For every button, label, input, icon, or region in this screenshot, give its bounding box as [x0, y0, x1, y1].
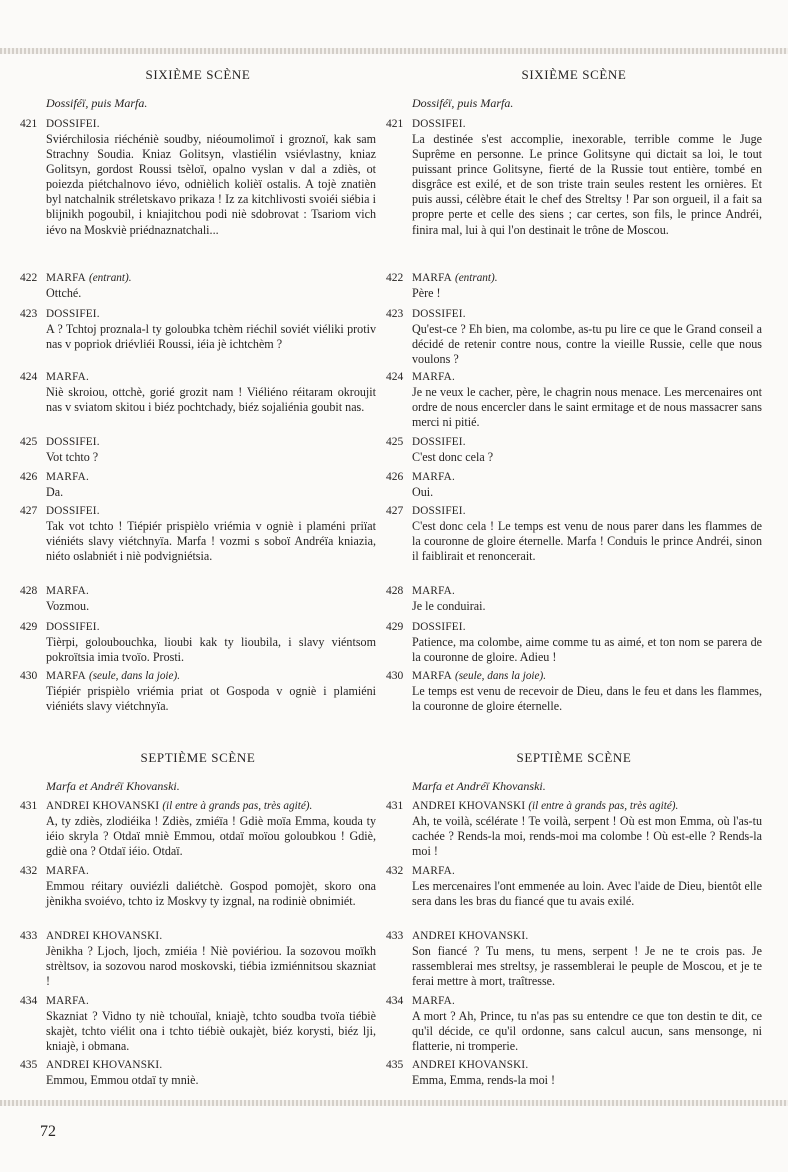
- speaker-label: MARFA: [412, 670, 452, 682]
- line-number: 423: [386, 308, 404, 320]
- dialogue-text: Les mercenaires l'ont emmenée au loin. Avec l'aide de Dieu, bientôt elle sera dans les bras du fiancé que tu avais exilé.: [412, 879, 762, 909]
- speaker-name: [412, 1058, 528, 1073]
- speaker-label: MARFA: [46, 272, 86, 284]
- speaker-name: [412, 799, 678, 814]
- scene-heading-septieme: SEPTIÈME SCÈNE: [140, 750, 256, 765]
- line-number: 427: [20, 505, 38, 517]
- speaker-label: ANDREI KHOVANSKI: [412, 800, 526, 812]
- scene-cast-line: Dossiféï, puis Marfa.: [412, 96, 514, 110]
- dialogue-text: Tiépiér prispièlo vriémia priat ot Gospoda v ogniè i plamiéni viéniéts slavy viétchnyïa.: [46, 684, 376, 714]
- dialogue-text: Emma, Emma, rends-la moi !: [412, 1073, 556, 1087]
- scene-heading-septieme: SEPTIÈME SCÈNE: [516, 750, 632, 765]
- dialogue-text: Oui.: [412, 485, 434, 499]
- dialogue-text: Ottché.: [46, 286, 82, 300]
- speaker-name: [412, 370, 455, 385]
- dialogue-text: La destinée s'est accomplie, inexorable, terrible comme le Juge Suprême en personne. Le prince Golitsyne qui dictait sa loi, le tout puissant prince Golitsyne, fierté de la Russie tout entière, tombé en disgrâce est exilé, et de son triste train seules restent les ornières. Et puis aussi, célèbre était le chef des Streltsy ! Par son orgueil, il a fait sa propre perte et celle des siens ; car certes, son fils, le prince Andréi, finira mal, lui à qui l'on destinait le trône de Moscou.: [412, 132, 762, 237]
- dialogue-text: Jènikha ? Ljoch, ljoch, zmiéia ! Niè poviériou. Ia sozovou moïkh strèltsov, ia sozovou narod moskovski, tiébia izmiénnitsou skazniat !: [46, 944, 376, 989]
- scene-cast-line: Dossiféï, puis Marfa.: [46, 96, 148, 110]
- speaker-name: [46, 307, 100, 322]
- speaker-name: [46, 929, 162, 944]
- speaker-label: DOSSIFEI.: [412, 621, 466, 633]
- speaker-label: DOSSIFEI.: [46, 621, 100, 633]
- dialogue-text: Da.: [46, 485, 64, 499]
- scene-cast-line: Marfa et Andréï Khovanski.: [412, 779, 546, 793]
- speaker-name: [412, 271, 498, 286]
- line-number: 425: [20, 436, 38, 448]
- bottom-decorative-band: [0, 1100, 788, 1106]
- speaker-label: ANDREI KHOVANSKI: [46, 800, 160, 812]
- line-number: 435: [386, 1059, 404, 1071]
- speaker-name: [46, 504, 100, 519]
- speaker-name: [412, 994, 455, 1009]
- line-number: 435: [20, 1059, 38, 1071]
- speaker-name: [46, 669, 180, 684]
- speaker-label: ANDREI KHOVANSKI.: [412, 930, 529, 942]
- speaker-label: MARFA.: [412, 865, 455, 877]
- scene-heading-sixieme: SIXIÈME SCÈNE: [145, 67, 251, 82]
- speaker-name: [46, 994, 89, 1009]
- speaker-name: [412, 620, 466, 635]
- stage-direction: (il entre à grands pas, très agité).: [162, 800, 313, 812]
- line-number: 425: [386, 436, 404, 448]
- line-number: 422: [20, 272, 38, 284]
- left-column-russian: [20, 0, 376, 1100]
- speaker-name: [412, 929, 528, 944]
- speaker-name: [46, 584, 89, 599]
- stage-direction: (seule, dans la joie).: [454, 670, 547, 682]
- line-number: 429: [386, 621, 404, 633]
- dialogue-text: C'est donc cela ?: [412, 450, 494, 464]
- line-number: 433: [20, 930, 38, 942]
- line-number: 434: [386, 995, 404, 1007]
- stage-direction: (il entre à grands pas, très agité).: [528, 800, 679, 812]
- dialogue-text: Emmou réitary ouviézli daliétchè. Gospod pomojèt, skoro ona jènikha svoiévo, tchto iz Moskvy ty izgnal, na rodiniè obnimiét.: [46, 879, 376, 909]
- speaker-label: MARFA.: [412, 995, 455, 1007]
- dialogue-text: Vot tchto ?: [46, 450, 99, 464]
- dialogue-text: Skazniat ? Vidno ty niè tchouïal, kniajè, tchto soudba tvoïa tiébiè skajèt, tchto viélit ona i tchto tiébiè oukajèt, biéz korysti, biéz lji, kniajè, i obmana.: [46, 1009, 376, 1054]
- dialogue-text: A mort ? Ah, Prince, tu n'as pas su entendre ce que ton destin te dit, ce qu'il décide, ce qu'il ordonne, sans calcul aucun, sans mensonge, ni flatterie, ni tromperie.: [412, 1009, 762, 1054]
- dialogue-text: Je le conduirai.: [412, 599, 486, 613]
- speaker-name: [46, 271, 132, 286]
- speaker-label: MARFA.: [46, 995, 89, 1007]
- speaker-label: DOSSIFEI.: [412, 308, 466, 320]
- stage-direction: (entrant).: [454, 272, 498, 284]
- speaker-name: [46, 864, 89, 879]
- line-number: 428: [386, 585, 404, 597]
- speaker-label: ANDREI KHOVANSKI.: [46, 930, 163, 942]
- dialogue-text: Emmou, Emmou otdaï ty mniè.: [46, 1073, 199, 1087]
- dialogue-text: Sviérchilosia riéchéniè soudby, niéoumolimoï i groznoï, kak sam Strachny Soudia. Kniaz Golitsyn, vlastiélin vsiévlastny, kniaz Golitsyn, gordost Roussi tsèloï, opalno vyslan v dal a zdiès, ot poiezda piétchalnovo iévo, odnièlich kolièï ostalis. A tojè znatièn byl natchalnik stréletskavo prikaza ! Iz za kitchlivosti svoiéi siébia i blijnikh pogoubil, i kniajitchou podi niè sdobrovat : Tsariom vich iévo na Moskviè priédnaznatchali...: [46, 132, 376, 237]
- speaker-label: MARFA: [412, 272, 452, 284]
- line-number: 426: [20, 471, 38, 483]
- line-number: 431: [20, 800, 38, 812]
- line-number: 432: [386, 865, 404, 877]
- line-number: 434: [20, 995, 38, 1007]
- line-number: 422: [386, 272, 404, 284]
- speaker-name: [412, 117, 466, 132]
- speaker-label: MARFA: [46, 670, 86, 682]
- speaker-name: [412, 864, 455, 879]
- speaker-name: [412, 504, 466, 519]
- dialogue-text: Son fiancé ? Tu mens, tu mens, serpent ! Je ne te crois pas. Je rassemblerai mes streltsy, je rassemblerai le peuple de Moscou, et je te ferai mettre à mort, traîtresse.: [412, 944, 762, 989]
- line-number: 427: [386, 505, 404, 517]
- dialogue-text: Ah, te voilà, scélérate ! Te voilà, serpent ! Où est mon Emma, où l'as-tu cachée ? Rends-la moi, rends-moi ma colombe ! Où est-elle ? Rends-la moi !: [412, 814, 762, 859]
- right-column-french: [386, 0, 762, 1100]
- page-number: 72: [40, 1123, 56, 1140]
- speaker-name: [46, 620, 100, 635]
- dialogue-text: Tièrpi, goloubouchka, lioubi kak ty lioubila, i slavy viéntsom pokroïtsia imia tvoïo. Prosti.: [46, 635, 376, 665]
- line-number: 430: [386, 670, 404, 682]
- line-number: 431: [386, 800, 404, 812]
- scene-heading-sixieme: SIXIÈME SCÈNE: [521, 67, 627, 82]
- speaker-label: MARFA.: [412, 371, 455, 383]
- speaker-name: [412, 470, 455, 485]
- speaker-label: MARFA.: [412, 585, 455, 597]
- dialogue-text: Tak vot tchto ! Tiépiér prispièlo vriémia v ogniè i plaméni priïat viéniéts slavy viétchnyïa. Marfa ! vozmi s soboï Andréïa kniazia, niéto oslabniét i niè podvigniétsia.: [46, 519, 376, 564]
- line-number: 429: [20, 621, 38, 633]
- line-number: 430: [20, 670, 38, 682]
- speaker-label: DOSSIFEI.: [412, 118, 466, 130]
- dialogue-text: Niè skroiou, ottchè, gorié grozit nam ! Viéliéno réitaram okroujit nas v sviatom skitou i biéz pochtchady, biéz sojaliénia goubit nas.: [46, 385, 376, 415]
- stage-direction: (entrant).: [88, 272, 132, 284]
- line-number: 424: [386, 371, 404, 383]
- speaker-label: DOSSIFEI.: [412, 436, 466, 448]
- speaker-label: DOSSIFEI.: [46, 118, 100, 130]
- speaker-label: DOSSIFEI.: [46, 436, 100, 448]
- line-number: 426: [386, 471, 404, 483]
- speaker-label: MARFA.: [412, 471, 455, 483]
- speaker-label: MARFA.: [46, 471, 89, 483]
- stage-direction: (seule, dans la joie).: [88, 670, 181, 682]
- dialogue-text: C'est donc cela ! Le temps est venu de nous parer dans les flammes de la couronne de gloire éternelle. Marfa ! Conduis le prince Andréi, sinon il faiblirait et renoncerait.: [412, 519, 762, 564]
- speaker-label: DOSSIFEI.: [412, 505, 466, 517]
- speaker-label: MARFA.: [46, 865, 89, 877]
- line-number: 421: [20, 118, 38, 130]
- speaker-name: [412, 435, 466, 450]
- line-number: 424: [20, 371, 38, 383]
- scene-cast-line: Marfa et Andréï Khovanski.: [46, 779, 180, 793]
- speaker-name: [412, 584, 455, 599]
- speaker-name: [46, 370, 89, 385]
- speaker-label: MARFA.: [46, 585, 89, 597]
- dialogue-text: A ? Tchtoj proznala-l ty goloubka tchèm riéchil soviét viéliki protiv nas v popriok driévliéi Roussi, iéia jè ichtchèm ?: [46, 322, 376, 352]
- speaker-label: MARFA.: [46, 371, 89, 383]
- line-number: 433: [386, 930, 404, 942]
- speaker-name: [46, 470, 89, 485]
- speaker-name: [46, 1058, 162, 1073]
- speaker-label: DOSSIFEI.: [46, 308, 100, 320]
- speaker-label: ANDREI KHOVANSKI.: [412, 1059, 529, 1071]
- dialogue-text: Vozmou.: [46, 599, 90, 613]
- speaker-name: [46, 117, 100, 132]
- line-number: 421: [386, 118, 404, 130]
- speaker-label: DOSSIFEI.: [46, 505, 100, 517]
- dialogue-text: Le temps est venu de recevoir de Dieu, dans le feu et dans les flammes, la couronne de gloire éternelle.: [412, 684, 762, 714]
- dialogue-text: Qu'est-ce ? Eh bien, ma colombe, as-tu pu lire ce que le Grand conseil a décidé de retenir contre nous, contre la vieille Russie, celle que nous voulons ?: [412, 322, 762, 367]
- line-number: 423: [20, 308, 38, 320]
- speaker-name: [412, 669, 546, 684]
- dialogue-text: Père !: [412, 286, 441, 300]
- speaker-name: [46, 435, 100, 450]
- line-number: 432: [20, 865, 38, 877]
- speaker-name: [46, 799, 312, 814]
- speaker-name: [412, 307, 466, 322]
- speaker-label: ANDREI KHOVANSKI.: [46, 1059, 163, 1071]
- line-number: 428: [20, 585, 38, 597]
- dialogue-text: Patience, ma colombe, aime comme tu as aimé, et ton nom se parera de la couronne de gloire. Adieu !: [412, 635, 762, 665]
- dialogue-text: A, ty zdiès, zlodiéika ! Zdiès, zmiéïa ! Gdiè moïa Emma, kouda ty iéio skryla ? Otdaï mniè Emmou, otdaï moïou goloubkou ! Gdiè, gdiè ona ? Otdaï iéio. Otdaï.: [46, 814, 376, 859]
- dialogue-text: Je ne veux le cacher, père, le chagrin nous menace. Les mercenaires ont ordre de nous encercler dans le saint ermitage et de nous massacrer sans merci ni pitié.: [412, 385, 762, 430]
